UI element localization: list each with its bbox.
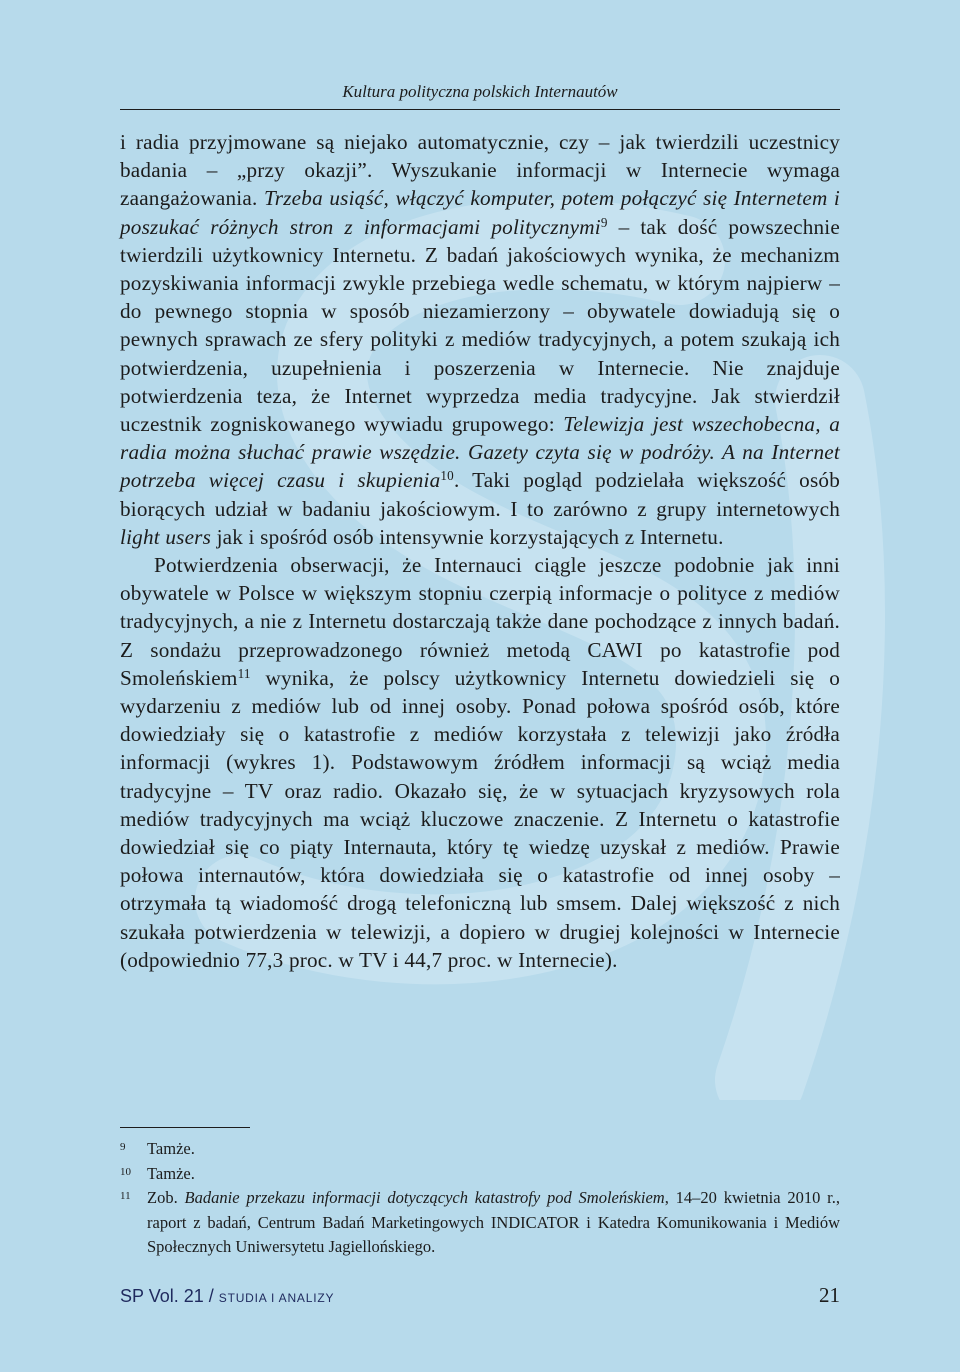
- text-run: – tak dość powszechnie twierdzili użytkownicy Internetu. Z badań jakościowych wynika, że mechanizm pozyskiwania informacji zwykle przebiega wedle schematu, w którym najpierw – do pewnego stopnia w sposób niezamierzony – obywatele dowiadują się o pewnych sprawach ze sfery polityki z mediów tradycyjnych, a potem szukają ich potwierdzenia, uzupełnienia i poszerzenia w Internecie. Nie znajduje potwierdzenia teza, że Internet wyprzedza media tradycyjne. Jak stwierdził uczestnik zogniskowanego wywiadu grupowego:: [120, 214, 840, 437]
- footnote: [120, 1186, 840, 1260]
- footnote-ref: 10: [440, 468, 454, 484]
- text-run: Zob.: [147, 1188, 185, 1207]
- text-run: Potwierdzenia obserwacji, że Internauci ciągle jeszcze podobnie jak inni obywatele w Polsce w większym stopniu czerpią informacje o polityce z mediów tradycyjnych, a nie z Internetu dostarczają także dane pochodzące z innych badań. Z sondażu przeprowadzonego również metodą CAWI po katastrofie pod Smoleńskiem: [120, 553, 840, 690]
- footnote: [120, 1137, 840, 1162]
- text-run: wynika, że polscy użytkownicy Internetu dowiedzieli się o wydarzeniu z mediów lub od innej osoby. Ponad połowa spośród osób, które dowiedziały się o katastrofie z mediów korzystała z telewizji jako źródła informacji (wykres 1). Podstawowym źródłem informacji są wciąż media tradycyjne – TV oraz radio. Okazało się, że w sytuacjach kryzysowych rola mediów tradycyjnych ma wciąż kluczowe znaczenie. Z Internetu o katastrofie dowiedział się co piąty Internauta, który tę wiedzę uzyskał z mediów. Prawie połowa internautów, która dowiedziała się o katastrofie od innej osoby – otrzymała tą wiadomość drogą telefoniczną lub smsem. Dalej większość z nich szukała potwierdzenia w telewizji, a dopiero w drugiej kolejności w Internecie (odpowiednio 77,3 proc. w TV i 44,7 proc. w Internecie).: [120, 665, 840, 972]
- footnote-rule: [120, 1127, 250, 1128]
- footnote-ref: 11: [237, 665, 251, 681]
- italic-text: light users: [120, 524, 212, 549]
- footnote-number: 11: [120, 1190, 131, 1202]
- paragraph-2: [120, 551, 840, 974]
- text-run: i radia przyjmowane są niejako automatycznie, czy – jak twierdzili uczestnicy badania – „przy okazji”. Wyszukanie informacji w Internecie wymaga zaangażowania.: [120, 130, 840, 211]
- footnote-ref: 9: [600, 214, 608, 230]
- journal-name: SP Vol. 21: [120, 1286, 204, 1306]
- header-rule: [120, 109, 840, 110]
- journal-footer: [120, 1286, 334, 1307]
- italic-text: Badanie przekazu informacji dotyczących katastrofy pod Smoleńskiem: [184, 1188, 665, 1207]
- running-header: Kultura polityczna polskich Internautów: [342, 82, 618, 101]
- paragraph-1: [120, 128, 840, 551]
- text-run: jak i spośród osób intensywnie korzystających z Internetu.: [211, 524, 724, 549]
- footnote: [120, 1162, 840, 1187]
- page-number: 21: [819, 1283, 840, 1307]
- text-run: , 14–20 kwietnia 2010 r., raport z badań, Centrum Badań Marketingowych INDICATOR i Katedra Komunikowania i Mediów Społecznych Uniwersytetu Jagiellońskiego.: [147, 1188, 840, 1256]
- footnote-number: 10: [120, 1165, 131, 1178]
- text-run: Tamże.: [147, 1139, 195, 1158]
- body-text: [120, 128, 840, 974]
- italic-text: Trzeba usiąść, włączyć komputer, potem połączyć się Internetem i poszukać różnych stron z informacjami politycznymi: [120, 186, 841, 239]
- footnote-number: 9: [120, 1141, 126, 1153]
- text-run: . Taki pogląd podzielała większość osób biorących udział w badaniu jakościowym. I to zarówno z grupy internetowych: [120, 468, 841, 521]
- italic-text: Telewizja jest wszechobecna, a radia można słuchać prawie wszędzie. Gazety czyta się w podróży. A na Internet potrzeba więcej czasu i skupienia: [120, 412, 840, 493]
- text-run: Tamże.: [147, 1163, 195, 1183]
- footnotes: [120, 1137, 840, 1260]
- section-name: STUDIA I ANALIZY: [218, 1291, 335, 1305]
- footer-separator: /: [208, 1286, 214, 1306]
